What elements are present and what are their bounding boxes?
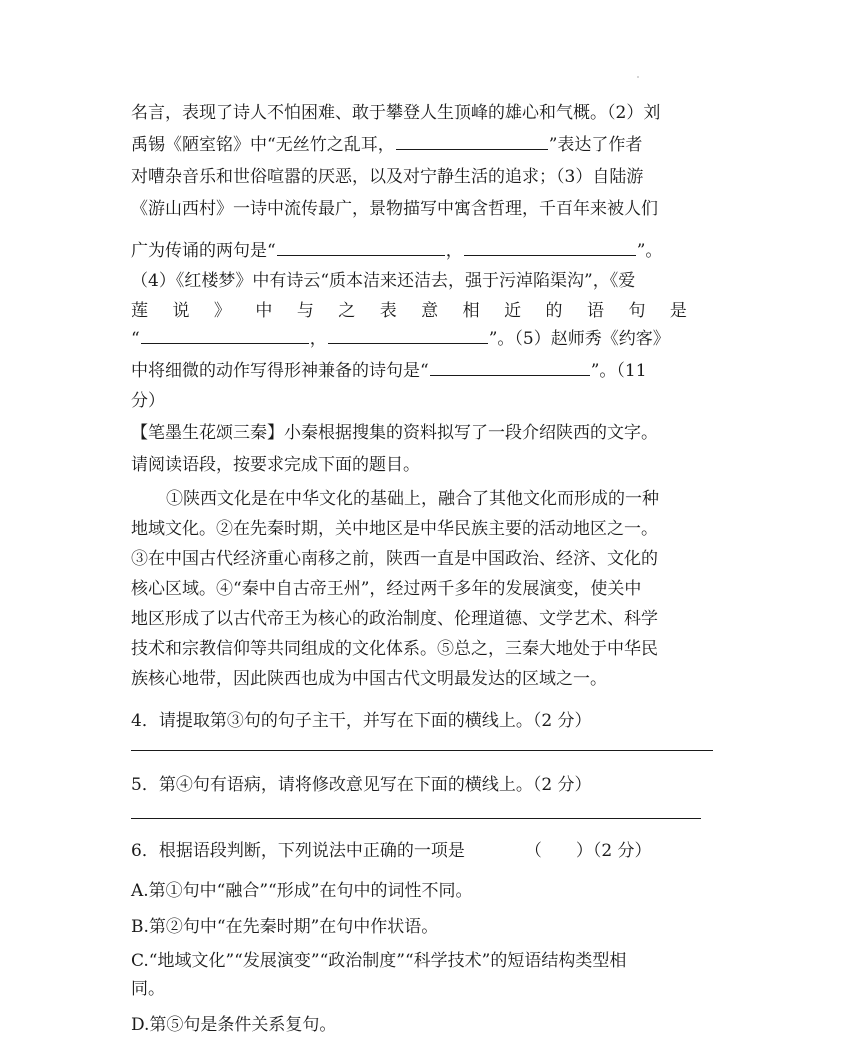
poetry-text: 广为传诵的两句是“ bbox=[131, 241, 276, 261]
question-6-score: （2 分） bbox=[592, 841, 652, 861]
spread-char: 近 bbox=[504, 301, 522, 321]
poetry-line-3: 对嘈杂音乐和世俗喧嚣的厌恶，以及对宁静生活的追求；（3）自陆游 bbox=[131, 167, 644, 187]
poetry-line-7 bbox=[131, 296, 687, 326]
answer-blank[interactable] bbox=[328, 325, 488, 344]
question-5: 5．第④句有语病，请将修改意见写在下面的横线上。（2 分） bbox=[131, 775, 592, 795]
passage-line-1: ①陕西文化是在中华文化的基础上，融合了其他文化而形成的一种 bbox=[166, 489, 659, 509]
option-b: B.第②句中“在先秦时期”在句中作状语。 bbox=[131, 917, 439, 937]
poetry-text: ， bbox=[309, 329, 327, 349]
passage-line-7: 族核心地带，因此陕西也成为中国古代文明最发达的区域之一。 bbox=[131, 669, 607, 689]
answer-line-q4[interactable] bbox=[131, 750, 713, 751]
poetry-line-2 bbox=[131, 130, 642, 160]
answer-paren[interactable]: （ ） bbox=[524, 841, 593, 861]
spread-char: 句 bbox=[628, 301, 646, 321]
spread-char: 语 bbox=[586, 301, 604, 321]
poetry-line-10: 分） bbox=[131, 391, 165, 411]
answer-blank[interactable] bbox=[430, 357, 590, 376]
answer-blank[interactable] bbox=[277, 237, 445, 256]
passage-line-6: 技术和宗教信仰等共同组成的文化体系。⑤总之，三秦大地处于中华民 bbox=[131, 639, 658, 659]
question-4: 4．请提取第③句的句子主干，并写在下面的横线上。（2 分） bbox=[131, 711, 592, 731]
poetry-line-4: 《游山西村》一诗中流传最广，景物描写中寓含哲理，千百年来被人们 bbox=[131, 199, 658, 219]
spread-char: 的 bbox=[545, 301, 563, 321]
option-c-line-2: 同。 bbox=[131, 979, 165, 999]
spread-char: 表 bbox=[379, 301, 397, 321]
passage-line-3: ③在中国古代经济重心南移之前，陕西一直是中国政治、经济、文化的 bbox=[131, 549, 658, 569]
poetry-line-1: 名言，表现了诗人不怕困难、敢于攀登人生顶峰的雄心和气概。（2）刘 bbox=[131, 103, 661, 123]
answer-blank[interactable] bbox=[464, 237, 636, 256]
poetry-text: ”。 bbox=[636, 241, 663, 261]
spread-char: 是 bbox=[669, 301, 687, 321]
poetry-line-6: （4）《红楼梦》中有诗云“质本洁来还洁去，强于污淖陷渠沟”，《爱 bbox=[131, 271, 636, 291]
poetry-line-8 bbox=[131, 324, 670, 354]
option-a: A.第①句中“融合”“形成”在句中的词性不同。 bbox=[131, 881, 473, 901]
poetry-text: “ bbox=[131, 329, 140, 349]
spread-char: 之 bbox=[338, 301, 356, 321]
answer-blank[interactable] bbox=[141, 325, 309, 344]
spread-char: 相 bbox=[462, 301, 480, 321]
question-6-text: 6．根据语段判断，下列说法中正确的一项是 bbox=[131, 841, 465, 861]
spread-char: 莲 bbox=[131, 301, 148, 321]
poetry-line-5 bbox=[131, 236, 662, 266]
spread-char: 中 bbox=[255, 301, 273, 321]
question-6 bbox=[131, 836, 652, 866]
option-d: D.第⑤句是条件关系复句。 bbox=[131, 1015, 337, 1035]
spread-char: 意 bbox=[421, 301, 439, 321]
poetry-text: ”表达了作者 bbox=[548, 135, 643, 155]
passage-line-2: 地域文化。②在先秦时期，关中地区是中华民族主要的活动地区之一。 bbox=[131, 519, 658, 539]
spread-char: 》 bbox=[213, 301, 231, 321]
poetry-text: ， bbox=[445, 241, 463, 261]
scan-speck bbox=[637, 76, 639, 78]
poetry-text: ”。（11 bbox=[590, 361, 647, 381]
poetry-text: 禹锡《陋室铭》中“无丝竹之乱耳， bbox=[131, 135, 395, 155]
poetry-text: 中将细微的动作写得形神兼备的诗句是“ bbox=[131, 361, 429, 381]
passage-line-4: 核心区域。④“秦中自古帝王州”，经过两千多年的发展演变，使关中 bbox=[131, 579, 642, 599]
section-instruction: 请阅读语段，按要求完成下面的题目。 bbox=[131, 455, 420, 475]
spread-char: 说 bbox=[172, 301, 190, 321]
option-c-line-1: C.“地域文化”“发展演变”“政治制度”“科学技术”的短语结构类型相 bbox=[131, 951, 627, 971]
section-intro: 【笔墨生花颂三秦】小秦根据搜集的资料拟写了一段介绍陕西的文字。 bbox=[131, 423, 658, 443]
poetry-line-9 bbox=[131, 356, 647, 386]
poetry-text: ”。（5）赵师秀《约客》 bbox=[488, 329, 670, 349]
passage-line-5: 地区形成了以古代帝王为核心的政治制度、伦理道德、文学艺术、科学 bbox=[131, 609, 658, 629]
answer-blank[interactable] bbox=[396, 131, 548, 150]
answer-line-q5[interactable] bbox=[131, 818, 701, 819]
spread-char: 与 bbox=[296, 301, 314, 321]
